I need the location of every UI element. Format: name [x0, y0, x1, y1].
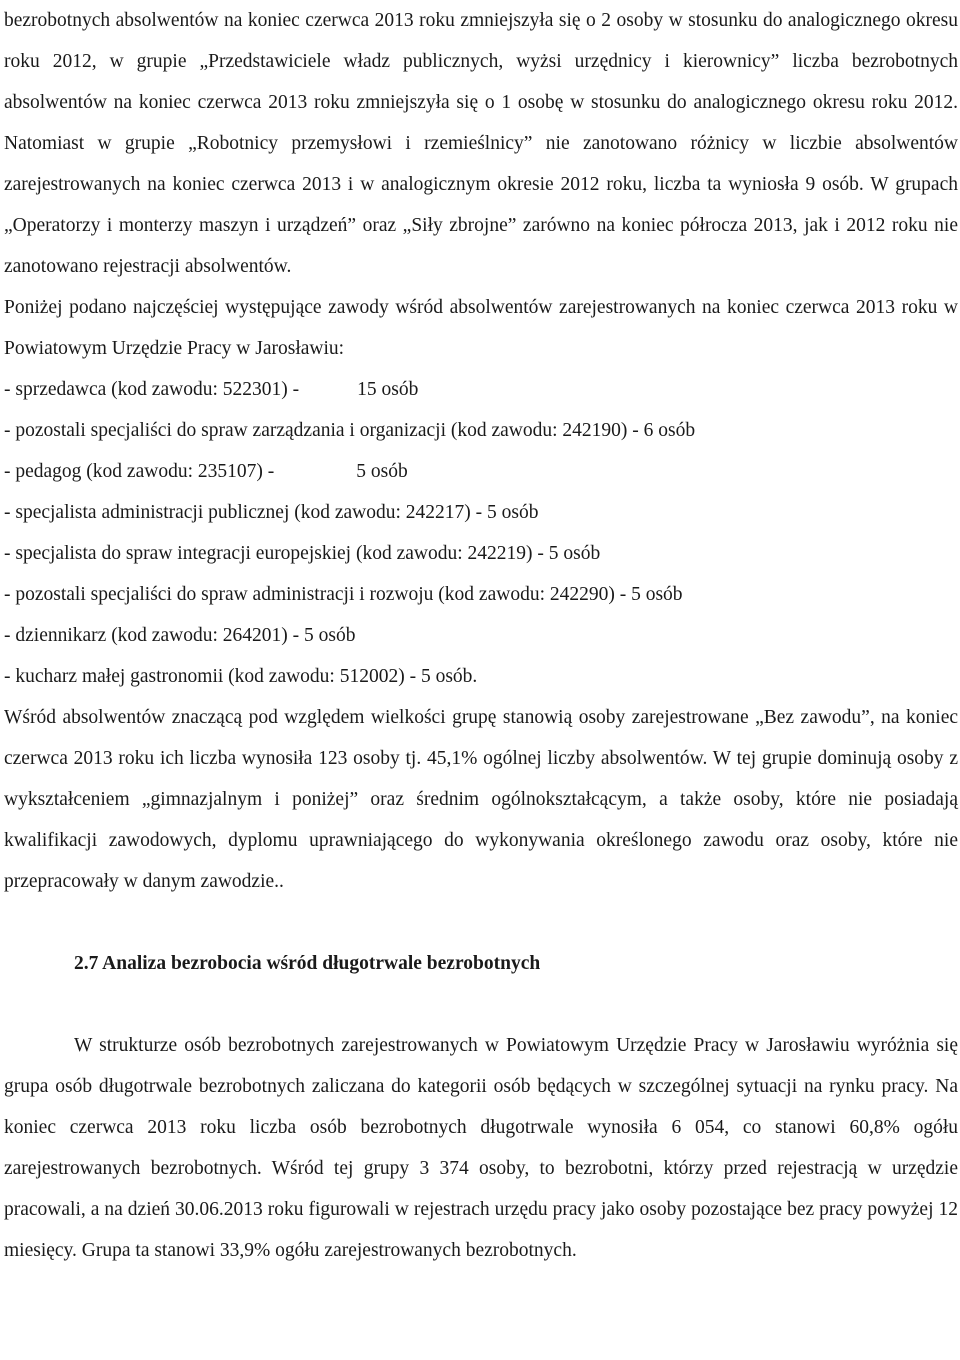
list-item-label: - pozostali specjaliści do spraw zarządzania i organizacji (kod zawodu: 242190) - 6 osób [4, 420, 696, 441]
paragraph-groups: Wśród absolwentów znaczącą pod względem wielkości grupę stanowią osoby zarejestrowane „Bez zawodu”, na koniec czerwca 2013 roku ich liczba wynosiła 123 osoby tj. 45,1% ogólnej liczby absolwentów. W tej grupie dominują osoby z wykształceniem „gimnazjalnym i poniżej” oraz średnim ogólnokształcącym, a także osoby, które nie posiadają kwalifikacji zawodowych, dyplomu uprawniającego do wykonywania określonego zawodu oraz osoby, które nie przepracowały w danym zawodzie.. [4, 707, 958, 892]
paragraph-list-intro: Poniżej podano najczęściej występujące zawody wśród absolwentów zarejestrowanych na koniec czerwca 2013 roku w Powiatowym Urzędzie Pracy w Jarosławiu: [4, 297, 958, 359]
list-item [4, 369, 958, 410]
paragraph-section-body: W strukturze osób bezrobotnych zarejestrowanych w Powiatowym Urzędzie Pracy w Jarosławiu wyróżnia się grupa osób długotrwale bezrobotnych zaliczana do kategorii osób będących w szczególnej sytuacji na rynku pracy. Na koniec czerwca 2013 roku liczba osób bezrobotnych długotrwale wynosiła 6 054, co stanowi 60,8% ogółu zarejestrowanych bezrobotnych. Wśród tej grupy 3 374 osoby, to bezrobotni, którzy przed rejestracją w urzędzie pracowali, a na dzień 30.06.2013 roku figurowali w rejestrach urzędu pracy jako osoby pozostające bez pracy powyżej 12 miesięcy. Grupa ta stanowi 33,9% ogółu zarejestrowanych bezrobotnych. [4, 1035, 958, 1261]
list-item-count: 5 osób [356, 461, 408, 482]
list-item [4, 615, 958, 656]
list-item-label: - kucharz małej gastronomii (kod zawodu: 512002) - 5 osób. [4, 666, 478, 687]
list-item-label: - pozostali specjaliści do spraw administracji i rozwoju (kod zawodu: 242290) - 5 osób [4, 584, 683, 605]
list-item-label: - pedagog (kod zawodu: 235107) - [4, 461, 275, 482]
list-item-label: - dziennikarz (kod zawodu: 264201) - 5 osób [4, 625, 356, 646]
occupation-list [4, 369, 958, 697]
list-item-label: - specjalista administracji publicznej (kod zawodu: 242217) - 5 osób [4, 502, 539, 523]
list-item [4, 656, 958, 697]
section-heading: 2.7 Analiza bezrobocia wśród długotrwale bezrobotnych [74, 953, 541, 974]
list-item [4, 574, 958, 615]
heading-spacer [4, 984, 958, 1025]
section-spacer [4, 902, 958, 943]
list-item [4, 492, 958, 533]
list-item [4, 410, 958, 451]
list-item [4, 533, 958, 574]
list-item-label: - sprzedawca (kod zawodu: 522301) - [4, 379, 300, 400]
list-item-label: - specjalista do spraw integracji europejskiej (kod zawodu: 242219) - 5 osób [4, 543, 601, 564]
list-item-count: 15 osób [357, 379, 419, 400]
list-item [4, 451, 958, 492]
paragraph-intro: bezrobotnych absolwentów na koniec czerwca 2013 roku zmniejszyła się o 2 osoby w stosunku do analogicznego okresu roku 2012, w grupie „Przedstawiciele władz publicznych, wyżsi urzędnicy i kierownicy” liczba bezrobotnych absolwentów na koniec czerwca 2013 roku zmniejszyła się o 1 osobę w stosunku do analogicznego okresu roku 2012. Natomiast w grupie „Robotnicy przemysłowi i rzemieślnicy” nie zanotowano różnicy w liczbie absolwentów zarejestrowanych na koniec czerwca 2013 i w analogicznym okresie 2012 roku, liczba ta wyniosła 9 osób. W grupach „Operatorzy i monterzy maszyn i urządzeń” oraz „Siły zbrojne” zarówno na koniec półrocza 2013, jak i 2012 roku nie zanotowano rejestracji absolwentów. [4, 10, 958, 277]
